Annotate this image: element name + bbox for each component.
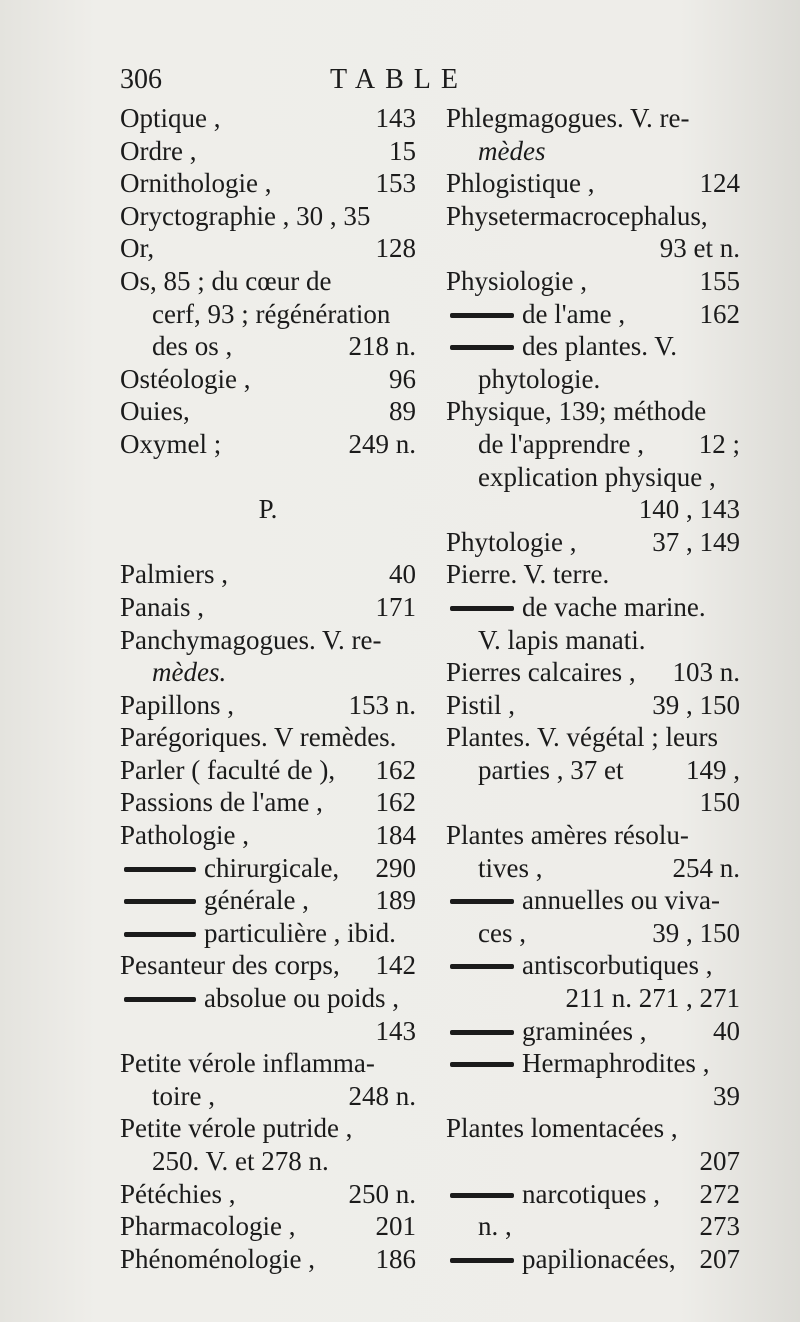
entry-text: antiscorbutiques ,	[522, 950, 713, 981]
index-entry	[446, 982, 740, 1015]
entry-text: de l'ame ,	[522, 298, 626, 329]
entry-text: Palmiers ,	[120, 559, 228, 590]
index-entry	[446, 852, 740, 885]
index-entry	[120, 135, 416, 168]
entry-page-ref: 218 n.	[348, 331, 416, 362]
index-entry	[120, 298, 416, 331]
entry-page-ref: 153	[375, 168, 416, 199]
index-entry	[446, 558, 740, 591]
entry-page-ref: 12 ;	[698, 428, 740, 459]
index-entry	[446, 624, 740, 657]
index-entry	[120, 852, 416, 885]
index-entry	[120, 591, 416, 624]
entry-text: V. lapis manati.	[478, 624, 646, 655]
ditto-rule	[124, 997, 196, 1002]
index-entry	[446, 1243, 740, 1276]
entry-text: Optique ,	[120, 103, 221, 133]
index-entry	[120, 819, 416, 852]
entry-text: Hermaphrodites ,	[522, 1048, 710, 1079]
index-entry	[120, 395, 416, 428]
index-entry	[120, 102, 416, 135]
index-entry	[446, 298, 740, 331]
entry-text: annuelles ou viva-	[522, 885, 720, 916]
entry-text: Petite vérole putride ,	[120, 1113, 353, 1144]
entry-text: Os, 85 ; du cœur de	[120, 265, 332, 296]
entry-text: Ordre ,	[120, 135, 197, 166]
entry-text: Petite vérole inflamma-	[120, 1048, 375, 1079]
index-entry	[120, 1178, 416, 1211]
index-entry	[120, 786, 416, 819]
index-entry	[446, 461, 740, 494]
index-entry	[120, 232, 416, 265]
index-entry	[446, 1015, 740, 1048]
entry-text: chirurgicale,	[204, 852, 340, 883]
entry-text: Phlegmagogues. V. re-	[446, 103, 690, 133]
entry-text: 211 n. 271 , 271	[565, 983, 740, 1014]
page-number: 306	[120, 64, 162, 95]
entry-text: des os ,	[152, 331, 233, 362]
index-entry	[446, 1047, 740, 1080]
entry-text: phytologie.	[478, 363, 601, 394]
ditto-rule	[450, 1258, 514, 1263]
index-entry	[446, 526, 740, 559]
entry-text: Panchymagogues. V. re-	[120, 624, 382, 655]
entry-text: Phénoménologie ,	[120, 1243, 315, 1274]
entry-text: Plantes. V. végétal ; leurs	[446, 722, 718, 753]
entry-text: générale ,	[204, 885, 309, 916]
entry-page-ref: 207	[699, 1243, 740, 1274]
entry-text: narcotiques ,	[522, 1178, 660, 1209]
entry-text: graminées ,	[522, 1015, 647, 1046]
ditto-rule	[124, 867, 196, 872]
index-entry	[120, 526, 416, 559]
index-entry	[446, 363, 740, 396]
entry-text: mèdes	[478, 135, 546, 166]
entry-text: papilionacées,	[522, 1243, 676, 1274]
entry-text: mèdes.	[152, 657, 227, 688]
index-entry	[446, 819, 740, 852]
entry-text: Ostéologie ,	[120, 363, 251, 394]
entry-page-ref: 93 et n.	[659, 233, 740, 264]
index-entry	[120, 721, 416, 754]
entry-text: tives ,	[478, 852, 543, 883]
entry-text: parties , 37 et	[478, 754, 624, 785]
entry-page-ref: 250 n.	[348, 1178, 416, 1209]
entry-text: Passions de l'ame ,	[120, 787, 323, 818]
index-entry	[446, 689, 740, 722]
entry-page-ref: 149 ,	[686, 754, 740, 785]
entry-text: Papillons ,	[120, 689, 235, 720]
index-entry	[120, 363, 416, 396]
entry-text: Phytologie ,	[446, 526, 577, 557]
entry-text: Panais ,	[120, 591, 204, 622]
index-column-right	[446, 102, 740, 1275]
index-entry	[120, 428, 416, 461]
entry-page-ref: 155	[699, 265, 740, 296]
index-entry	[446, 493, 740, 526]
index-entry	[446, 167, 740, 200]
entry-text: Physetermacrocephalus,	[446, 200, 708, 231]
entry-page-ref: 189	[375, 885, 416, 916]
index-entry	[120, 689, 416, 722]
entry-page-ref: 162	[375, 754, 416, 785]
index-entry	[446, 884, 740, 917]
entry-page-ref: 150	[699, 787, 740, 818]
entry-page-ref: 96	[389, 363, 416, 394]
entry-page-ref: 89	[389, 396, 416, 427]
entry-text: Plantes lomentacées ,	[446, 1113, 678, 1144]
index-entry	[446, 656, 740, 689]
index-entry	[446, 428, 740, 461]
ditto-rule	[124, 932, 196, 937]
index-entry	[120, 558, 416, 591]
index-entry	[446, 102, 740, 135]
entry-page-ref: 40	[713, 1015, 740, 1046]
ditto-rule	[450, 345, 514, 350]
entry-page-ref: 142	[375, 950, 416, 981]
entry-text: explication physique ,	[478, 461, 716, 492]
index-entry	[446, 1112, 740, 1145]
entry-text: Oryctographie , 30 , 35	[120, 200, 371, 231]
ditto-rule	[124, 899, 196, 904]
entry-text: Pesanteur des corps,	[120, 950, 340, 981]
index-entry	[446, 232, 740, 265]
entry-text: 250. V. et 278 n.	[152, 1146, 329, 1176]
entry-page-ref: 39	[713, 1080, 740, 1111]
index-entry	[446, 265, 740, 298]
entry-page-ref: 124	[699, 168, 740, 199]
index-entry	[446, 1080, 740, 1113]
index-entry	[120, 1112, 416, 1145]
entry-text: Physique, 139; méthode	[446, 396, 707, 427]
index-entry	[446, 330, 740, 363]
section-letter: P.	[258, 494, 278, 525]
entry-text: Ouies,	[120, 396, 190, 427]
entry-page-ref: 40	[389, 559, 416, 590]
ditto-rule	[450, 1193, 514, 1198]
index-entry	[446, 591, 740, 624]
ditto-rule	[450, 899, 514, 904]
entry-text: Parler ( faculté de ),	[120, 754, 336, 785]
entry-page-ref: 207	[699, 1146, 740, 1176]
index-entry	[446, 917, 740, 950]
ditto-rule	[450, 964, 514, 969]
index-entry	[120, 917, 416, 950]
page-title: TABLE	[330, 64, 468, 95]
ditto-rule	[450, 1062, 514, 1067]
index-entry	[120, 1145, 416, 1178]
index-entry	[120, 1015, 416, 1048]
entry-page-ref: 254 n.	[672, 852, 740, 883]
entry-text: Pistil ,	[446, 689, 516, 720]
ditto-rule	[450, 313, 514, 318]
entry-text: Ornithologie ,	[120, 168, 272, 199]
index-entry	[120, 656, 416, 689]
entry-text: toire ,	[152, 1080, 215, 1111]
index-entry	[446, 395, 740, 428]
entry-text: Plantes amères résolu-	[446, 820, 689, 851]
index-entry	[446, 721, 740, 754]
index-entry	[446, 1145, 740, 1178]
index-column-left	[120, 102, 416, 1275]
entry-page-ref: 248 n.	[348, 1080, 416, 1111]
index-entry	[120, 493, 416, 526]
index-entry	[120, 167, 416, 200]
index-entry	[120, 982, 416, 1015]
entry-text: particulière , ibid.	[204, 917, 396, 948]
entry-page-ref: 272	[699, 1178, 740, 1209]
entry-text: Physiologie ,	[446, 265, 588, 296]
entry-page-ref: 186	[375, 1243, 416, 1274]
index-entry	[120, 1080, 416, 1113]
index-entry	[446, 200, 740, 233]
entry-text: Parégoriques. V remèdes.	[120, 722, 397, 753]
entry-text: des plantes. V.	[522, 331, 677, 362]
entry-page-ref: 171	[375, 591, 416, 622]
entry-text: n. ,	[478, 1211, 512, 1242]
index-entry	[120, 265, 416, 298]
entry-text: cerf, 93 ; régénération	[152, 298, 391, 329]
entry-text: de l'apprendre ,	[478, 428, 645, 459]
entry-page-ref: 249 n.	[348, 428, 416, 459]
entry-text: ces ,	[478, 917, 526, 948]
entry-text: Pétéchies ,	[120, 1178, 236, 1209]
entry-text: Pierres calcaires ,	[446, 657, 636, 688]
entry-page-ref: 201	[375, 1211, 416, 1242]
entry-page-ref: 273	[699, 1211, 740, 1242]
index-entry	[120, 461, 416, 494]
index-entry	[120, 754, 416, 787]
entry-text: Pierre. V. terre.	[446, 559, 610, 590]
entry-page-ref: 37 , 149	[652, 526, 740, 557]
index-entry	[120, 1210, 416, 1243]
entry-text: Pharmacologie ,	[120, 1211, 296, 1242]
entry-page-ref: 140 , 143	[638, 494, 740, 525]
index-entry	[120, 949, 416, 982]
index-entry	[120, 1047, 416, 1080]
entry-page-ref: 143	[375, 103, 416, 133]
index-entry	[446, 135, 740, 168]
index-entry	[446, 949, 740, 982]
entry-page-ref: 39 , 150	[652, 689, 740, 720]
entry-text: absolue ou poids ,	[204, 983, 399, 1014]
entry-text: Or,	[120, 233, 155, 264]
entry-text: de vache marine.	[522, 591, 706, 622]
entry-text: Pathologie ,	[120, 820, 249, 851]
index-entry	[446, 1178, 740, 1211]
index-entry	[120, 1243, 416, 1276]
entry-page-ref: 162	[375, 787, 416, 818]
index-entry	[446, 1210, 740, 1243]
entry-text: Oxymel ;	[120, 428, 222, 459]
index-entry	[120, 884, 416, 917]
entry-page-ref: 162	[699, 298, 740, 329]
ditto-rule	[450, 606, 514, 611]
entry-page-ref: 184	[375, 820, 416, 851]
ditto-rule	[450, 1030, 514, 1035]
entry-page-ref: 290	[375, 852, 416, 883]
entry-page-ref: 39 , 150	[652, 917, 740, 948]
index-entry	[446, 754, 740, 787]
entry-text: Phlogistique ,	[446, 168, 595, 199]
index-entry	[120, 330, 416, 363]
entry-page-ref: 15	[389, 135, 416, 166]
index-entry	[120, 624, 416, 657]
entry-page-ref: 153 n.	[348, 689, 416, 720]
index-entry	[446, 786, 740, 819]
entry-page-ref: 128	[375, 233, 416, 264]
entry-page-ref: 103 n.	[672, 657, 740, 688]
entry-page-ref: 143	[375, 1015, 416, 1046]
index-entry	[120, 200, 416, 233]
